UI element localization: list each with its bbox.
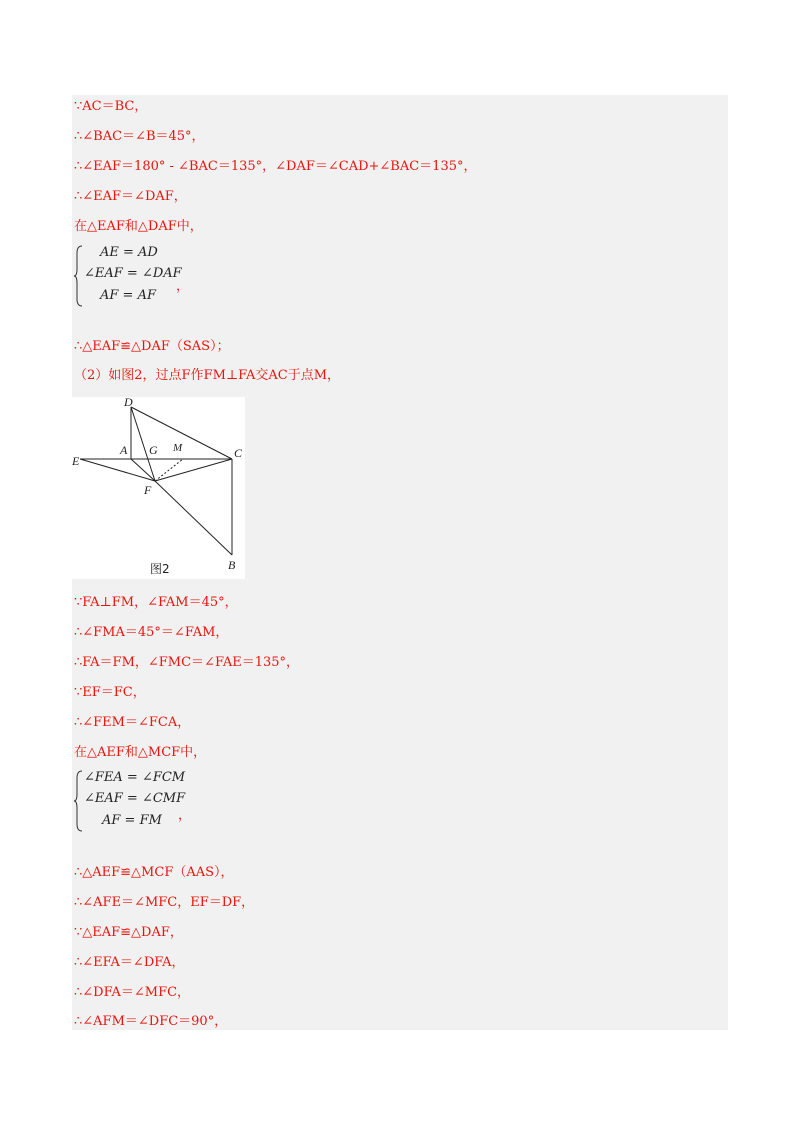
equation-row: ∠FEA = ∠FCM: [84, 770, 186, 785]
equation-row: ∠EAF = ∠DAF: [84, 266, 182, 281]
point-label-g: G: [149, 443, 158, 457]
step-line: ∴∠AFE＝∠MFC，EF＝DF，: [74, 895, 255, 910]
step-line: ∴∠EFA＝∠DFA，: [74, 955, 185, 970]
point-label-f: F: [144, 483, 152, 497]
step-line: ∴∠FEM＝∠FCA，: [74, 715, 191, 730]
equation-system-1: [74, 245, 204, 307]
left-brace-icon: [74, 770, 84, 832]
point-label-c: C: [234, 446, 243, 460]
step-line: ∵△EAF≌△DAF，: [74, 925, 183, 940]
geometry-figure: [72, 397, 245, 579]
figure-drawing: [72, 397, 245, 579]
step-line: ∴FA＝FM，∠FMC＝∠FAE＝135°，: [74, 655, 300, 670]
step-line: ∴∠EAF＝∠DAF，: [74, 189, 187, 204]
left-brace-icon: [74, 245, 84, 307]
step-line: ∴△EAF≌△DAF（SAS）；: [74, 339, 230, 354]
step-line: 在△EAF和△DAF中，: [74, 219, 203, 234]
equation-system-2: [74, 770, 204, 832]
point-label-a: A: [120, 443, 128, 457]
step-line: ∵FA⊥FM，∠FAM＝45°，: [74, 595, 238, 610]
point-label-b: B: [228, 558, 236, 572]
point-label-m: M: [173, 442, 183, 454]
step-line: ∴∠DFA＝∠MFC，: [74, 985, 191, 1000]
step-line: ∵AC＝BC，: [74, 99, 148, 114]
equation-row: ∠EAF = ∠CMF: [84, 791, 186, 806]
step-line: 在△AEF和△MCF中，: [74, 745, 207, 760]
figure-caption: 图2: [150, 562, 170, 576]
equation-row: AF = AF: [100, 288, 156, 303]
step-line: （2）如图2，过点F作FM⊥FA交AC于点M，: [74, 368, 341, 383]
step-line: ∴∠AFM＝∠DFC＝90°，: [74, 1014, 228, 1029]
step-line: ∴∠EAF＝180° - ∠BAC＝135°，∠DAF＝∠CAD+∠BAC＝135°，: [74, 159, 477, 174]
equation-row: AF = FM: [102, 813, 162, 828]
step-line: ∴∠BAC＝∠B＝45°，: [74, 129, 205, 144]
comma: ，: [178, 808, 192, 823]
point-label-e: E: [72, 454, 80, 468]
equation-row: AE = AD: [100, 245, 158, 260]
step-line: ∴△AEF≌△MCF（AAS），: [74, 865, 234, 880]
step-line: ∴∠FMA＝45°＝∠FAM，: [74, 625, 229, 640]
step-line: ∵EF＝FC，: [74, 685, 146, 700]
point-label-d: D: [124, 397, 133, 409]
comma: ，: [176, 279, 190, 294]
